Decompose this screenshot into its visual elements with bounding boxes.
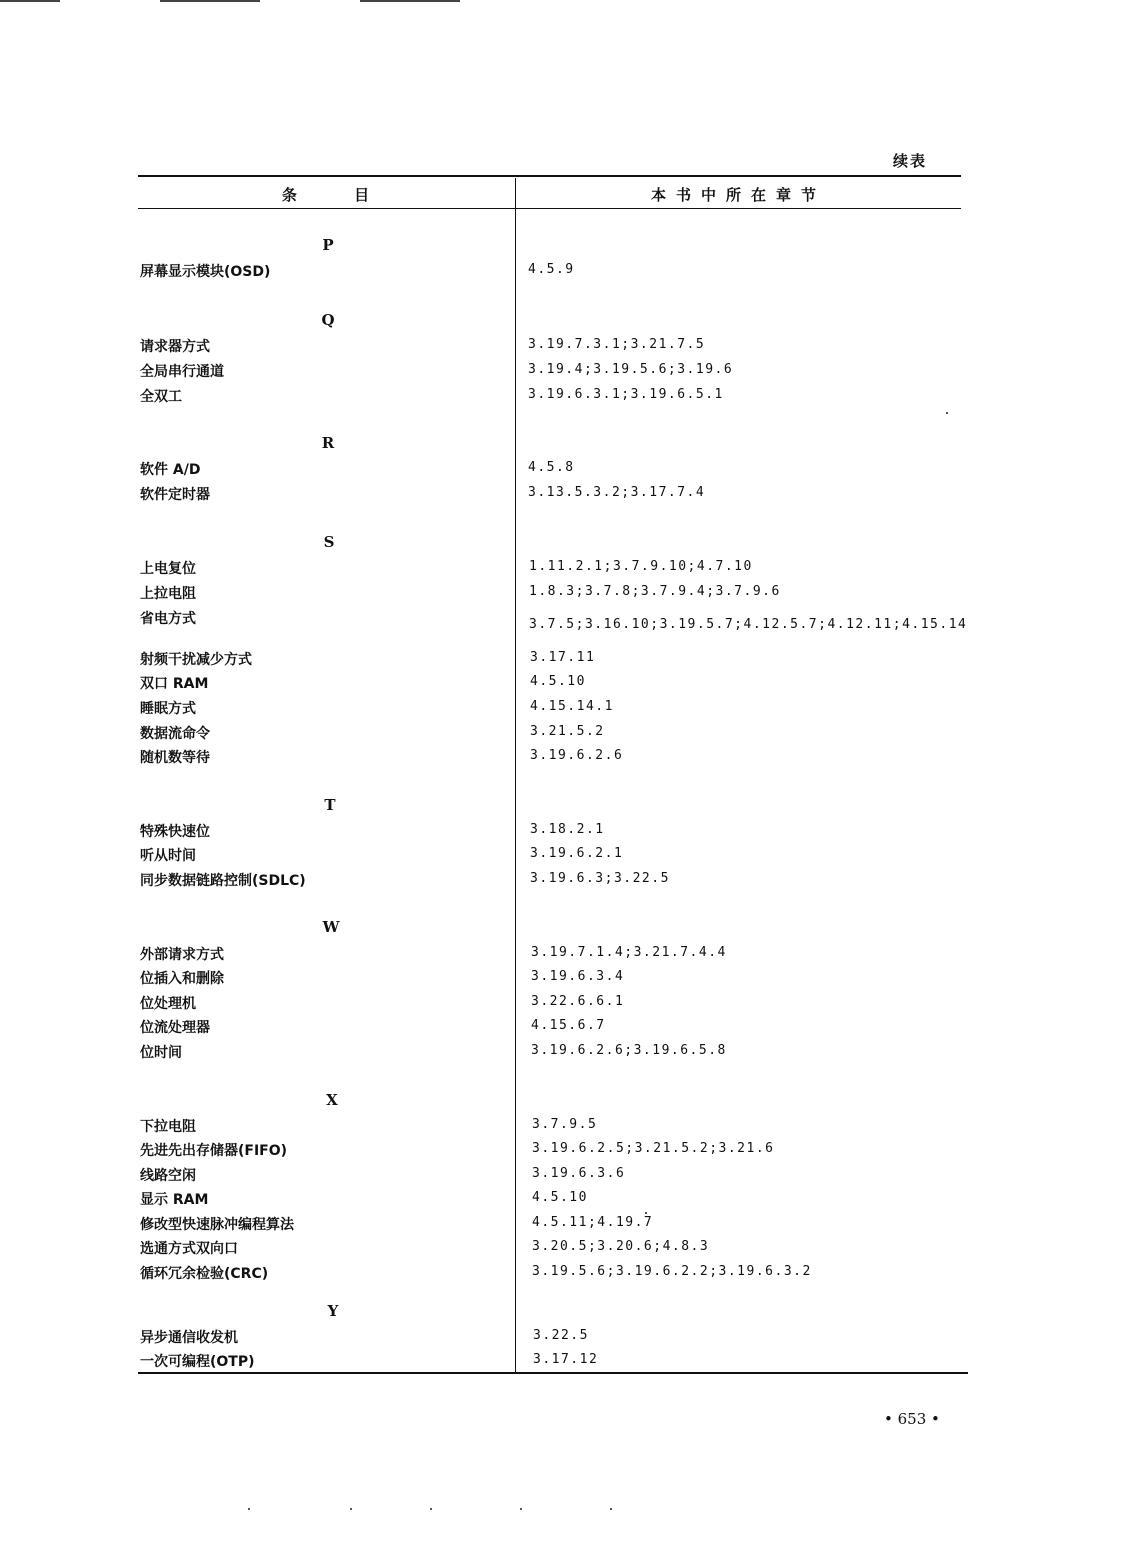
scan-speck xyxy=(350,1508,352,1510)
section-refs: 3.19.7.1.4;3.21.7.4.4 xyxy=(531,945,727,960)
section-refs: 4.15.6.7 xyxy=(531,1018,606,1033)
section-refs: 3.19.5.6;3.19.6.2.2;3.19.6.3.2 xyxy=(532,1264,812,1279)
scan-speck xyxy=(645,1212,647,1214)
index-term: 全局串行通道 xyxy=(140,364,224,380)
group-letter: X xyxy=(326,1091,338,1109)
continued-table-label: 续表 xyxy=(893,152,928,170)
index-term: 选通方式双向口 xyxy=(140,1241,238,1257)
index-term: 特殊快速位 xyxy=(140,824,210,840)
index-term: 先进先出存储器(FIFO) xyxy=(140,1143,288,1159)
group-letter: Q xyxy=(321,311,335,329)
index-term: 睡眠方式 xyxy=(140,701,196,717)
index-term: 修改型快速脉冲编程算法 xyxy=(140,1217,294,1233)
index-term: 线路空闲 xyxy=(140,1168,196,1184)
section-refs: 1.11.2.1;3.7.9.10;4.7.10 xyxy=(529,559,753,574)
group-letter: R xyxy=(321,434,335,452)
group-letter: S xyxy=(323,533,335,551)
index-term: 上电复位 xyxy=(140,561,196,577)
scan-speck xyxy=(520,1508,522,1510)
section-refs: 4.5.10 xyxy=(530,674,586,689)
header-bottom-rule xyxy=(138,208,961,209)
section-refs: 3.22.5 xyxy=(533,1328,589,1343)
index-term: 一次可编程(OTP) xyxy=(140,1354,255,1370)
index-term: 软件定时器 xyxy=(140,487,210,503)
section-refs: 3.21.5.2 xyxy=(530,724,605,739)
section-refs: 3.22.6.6.1 xyxy=(531,994,625,1009)
scan-speck xyxy=(248,1508,250,1510)
index-term: 位插入和删除 xyxy=(140,971,224,987)
group-letter: P xyxy=(322,236,334,254)
section-refs: 3.19.6.3.6 xyxy=(532,1166,626,1181)
index-term: 随机数等待 xyxy=(140,750,210,766)
index-term: 异步通信收发机 xyxy=(140,1330,238,1346)
group-letter: Y xyxy=(327,1302,339,1320)
scan-edge-mark xyxy=(0,0,60,2)
index-term: 显示 RAM xyxy=(140,1192,209,1208)
section-refs: 3.20.5;3.20.6;4.8.3 xyxy=(532,1239,710,1254)
scan-speck xyxy=(430,1508,432,1510)
section-refs: 1.8.3;3.7.8;3.7.9.4;3.7.9.6 xyxy=(529,584,781,599)
section-refs: 3.19.6.3;3.22.5 xyxy=(530,871,670,886)
section-refs: 4.15.14.1 xyxy=(530,699,614,714)
index-term: 双口 RAM xyxy=(140,676,209,692)
index-term: 同步数据链路控制(SDLC) xyxy=(140,873,306,889)
index-term: 射频干扰减少方式 xyxy=(140,652,252,668)
section-refs: 3.17.11 xyxy=(530,650,596,665)
index-term: 省电方式 xyxy=(140,611,196,627)
index-term: 软件 A/D xyxy=(140,462,201,478)
section-refs: 3.17.12 xyxy=(533,1352,599,1367)
section-refs: 3.7.5;3.16.10;3.19.5.7;4.12.5.7;4.12.11;4.15.14 xyxy=(529,617,968,632)
table-top-rule xyxy=(138,175,961,177)
section-refs: 4.5.8 xyxy=(528,460,575,475)
index-term: 外部请求方式 xyxy=(140,947,224,963)
header-section: 本书中所在章节 xyxy=(650,186,826,204)
section-refs: 3.7.9.5 xyxy=(532,1117,598,1132)
page-number: • 653 • xyxy=(884,1410,940,1428)
index-term: 位处理机 xyxy=(140,996,196,1012)
section-refs: 3.18.2.1 xyxy=(530,822,605,837)
index-term: 循环冗余检验(CRC) xyxy=(140,1266,269,1282)
index-term: 位流处理器 xyxy=(140,1020,210,1036)
scan-speck xyxy=(610,1508,612,1510)
group-letter: W xyxy=(322,918,340,936)
index-term: 数据流命令 xyxy=(140,726,210,742)
section-refs: 3.19.6.3.4 xyxy=(531,969,625,984)
section-refs: 4.5.11;4.19.7 xyxy=(532,1215,654,1230)
scan-edge-mark xyxy=(160,0,260,2)
index-term: 上拉电阻 xyxy=(140,586,196,602)
section-refs: 3.19.6.2.5;3.21.5.2;3.21.6 xyxy=(532,1141,775,1156)
section-refs: 3.19.7.3.1;3.21.7.5 xyxy=(528,337,706,352)
section-refs: 3.13.5.3.2;3.17.7.4 xyxy=(528,485,706,500)
section-refs: 3.19.6.2.6 xyxy=(530,748,624,763)
section-refs: 3.19.6.2.1 xyxy=(530,846,624,861)
table-bottom-rule xyxy=(138,1372,968,1374)
index-term: 位时间 xyxy=(140,1045,182,1061)
header-term: 条 目 xyxy=(281,186,372,204)
column-divider xyxy=(515,178,516,1373)
section-refs: 3.19.6.3.1;3.19.6.5.1 xyxy=(528,387,724,402)
section-refs: 4.5.10 xyxy=(532,1190,588,1205)
scan-speck xyxy=(946,412,948,414)
section-refs: 3.19.4;3.19.5.6;3.19.6 xyxy=(528,362,734,377)
group-letter: T xyxy=(324,796,336,814)
section-refs: 4.5.9 xyxy=(528,262,575,277)
section-refs: 3.19.6.2.6;3.19.6.5.8 xyxy=(531,1043,727,1058)
index-term: 请求器方式 xyxy=(140,339,210,355)
index-term: 屏幕显示模块(OSD) xyxy=(140,264,271,280)
index-term: 下拉电阻 xyxy=(140,1119,196,1135)
index-term: 听从时间 xyxy=(140,848,196,864)
index-term: 全双工 xyxy=(140,389,182,405)
scan-edge-mark xyxy=(360,0,460,2)
